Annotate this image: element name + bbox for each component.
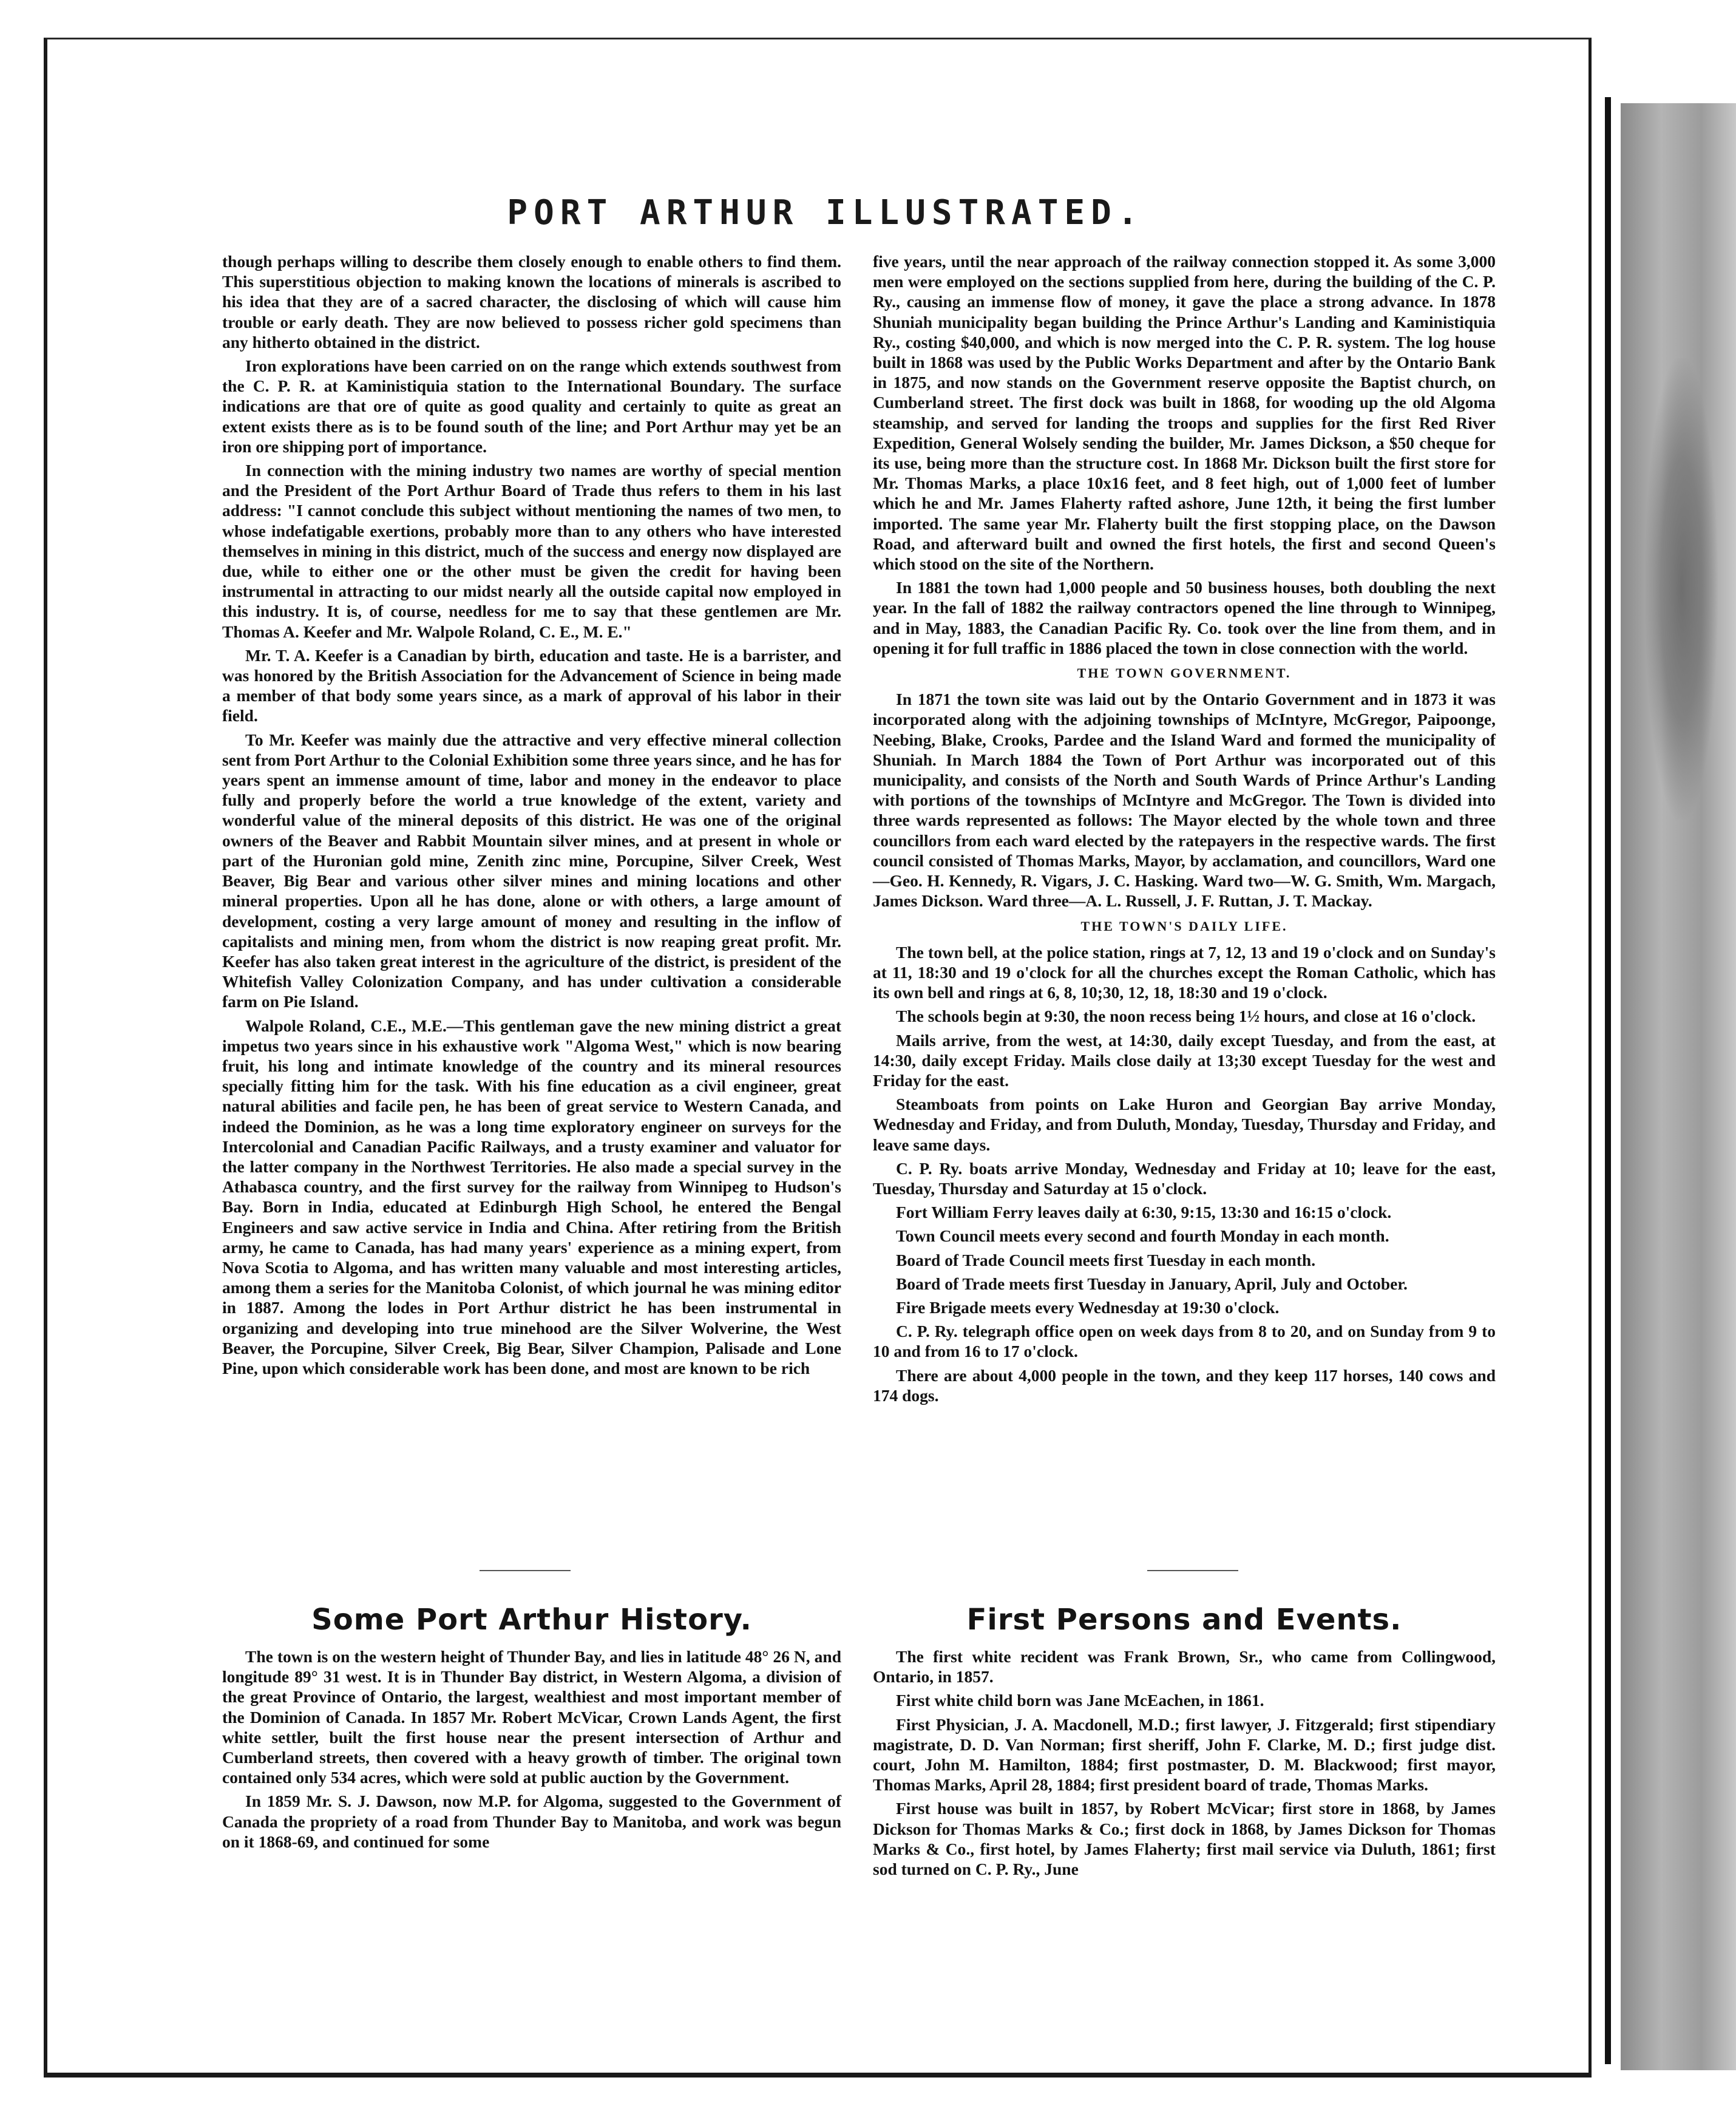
paragraph: In connection with the mining industry two names are worthy of special mention and the President of the Port Arthur Board of Trade thus refers to them in his last address: "I cannot conclude this subject without mentioning the names of two men, to whose indefatigable exertions, probably more than to any others who have interested themselves in mining in this district, much of the success and energy now displayed are due, while to either one or the other must be given the credit for having been instrumental in attracting to our midst nearly all the outside capital now employed in this industry. It is, of course, needless for me to say that these gentlemen are Mr. Thomas A. Keefer and Mr. Walpole Roland, C. E., M. E." — [222, 461, 841, 641]
paragraph: To Mr. Keefer was mainly due the attractive and very effective mineral collection sent from Port Arthur to the Colonial Exhibition some three years since, and he has for years spent an immense amount of time, labor and money in the endeavor to place fully and properly before the world a true knowledge of the extent, variety and wonderful value of the mineral deposits of this district. He was one of the original owners of the Beaver and Rabbit Mountain silver mines, and at present in whole or part of the Huronian gold mine, Zenith zinc mine, Porcupine, Silver Creek, West Beaver, Big Bear and various other silver mines and mining locations and other mineral properties. Upon all he has done, alone or with others, a large amount of development, costing a very large amount of money and resulting in the inflow of capitalists and mining men, from whom the district is now reaping great profit. Mr. Keefer has also taken great interest in the agriculture of the district, is president of the Whitefish Valley Colonization Company, and has under cultivation a considerable farm on Pie Island. — [222, 730, 841, 1011]
paragraph: Iron explorations have been carried on on the range which extends southwest from the C. P. R. at Kaministiquia station to the International Boundary. The surface indications are that ore of quite as good quality and certainly to quite as great an extent exists there as is to be found south of the line; and Port Arthur may yet be an iron ore shipping port of importance. — [222, 356, 841, 456]
paragraph: The town bell, at the police station, rings at 7, 12, 13 and 19 o'clock and on Sunday's at 11, 18:30 and 19 o'clock for all the churches except the Roman Catholic, which has its own bell and rings at 6, 8, 10;30, 12, 18, 18:30 and 19 o'clock. — [873, 942, 1496, 1002]
adjacent-page-edge — [1602, 0, 1736, 2103]
right-column — [873, 251, 1496, 1409]
paragraph: First house was built in 1857, by Robert McVicar; first store in 1868, by James Dickson for Thomas Marks & Co.; first dock in 1868, by James Dickson for Thomas Marks & Co., first hotel, by James Flaherty; first mail service via Duluth, 1861; first sod turned on C. P. Ry., June — [873, 1799, 1496, 1879]
paragraph: The schools begin at 9:30, the noon recess being 1½ hours, and close at 16 o'clock. — [896, 1007, 1476, 1026]
paragraph: First white child born was Jane McEachen, in 1861. — [896, 1691, 1264, 1710]
paragraph: Board of Trade Council meets first Tuesday in each month. — [896, 1250, 1316, 1269]
paragraph: In 1859 Mr. S. J. Dawson, now M.P. for Algoma, suggested to the Government of Canada the propriety of a road from Thunder Bay to Manitoba, and work was begun on it 1868-69, and continued for some — [222, 1792, 841, 1851]
paragraph: Walpole Roland, C.E., M.E.—This gentleman gave the new mining district a great impetus two years since in his exhaustive work "Algoma West," which is now bearing fruit, his long and intimate knowledge of the country and its mineral resources specially fitting him for the task. With his fine education as a civil engineer, great natural abilities and facile pen, he has been of great service to Western Canada, and indeed the Dominion, as he was a long time exploratory engineer on surveys for the Intercolonial and Canadian Pacific Railways, and a trusty examiner and valuator for the latter company in the Northwest Territories. He also made a special survey in the Athabasca country, and the first survey for the railway from Winnipeg to Hudson's Bay. Born in India, educated at Edinburgh High School, he entered the Bengal Engineers and saw active service in India and China. After retiring from the British army, he came to Canada, has had many years' experience as a mining expert, from Nova Scotia to Algoma, and has written many valuable and most interesting articles, among them a series for the Manitoba Colonist, of which journal he was mining editor in 1887. Among the lodes in Port Arthur district he has been instrumental in organizing and developing into true minehood are the Silver Wolverine, the West Beaver, the Porcupine, Silver Creek, Big Bear, Silver Champion, Palisade and Lone Pine, upon which considerable work has been done, and most are known to be rich — [222, 1016, 841, 1378]
paragraph: The town is on the western height of Thunder Bay, and lies in latitude 48° 26 N, and longitude 89° 31 west. It is in Thunder Bay district, in Western Algoma, a division of the great Province of Ontario, the largest, wealthiest and most important member of the Dominion of Canada. In 1857 Mr. Robert McVicar, Crown Lands Agent, the first white settler, built the first house near the present intersection of Arthur and Cumberland streets, then covered with a heavy growth of timber. The original town contained only 534 acres, which were sold at public auction by the Government. — [222, 1647, 841, 1787]
paragraph: Mails arrive, from the west, at 14:30, daily except Tuesday, and from the east, at 14:30, daily except Friday. Mails close daily at 13;30 except Tuesday for the west and Friday for the east. — [873, 1030, 1496, 1090]
history-column — [222, 1646, 841, 1855]
paragraph: C. P. Ry. boats arrive Monday, Wednesday and Friday at 10; leave for the east, Tuesday, Thursday and Saturday at 15 o'clock. — [873, 1158, 1496, 1198]
binding-edge — [1605, 97, 1611, 2064]
paragraph: Fort William Ferry leaves daily at 6:30, 9:15, 13:30 and 16:15 o'clock. — [896, 1203, 1392, 1222]
adjacent-plate-image — [1621, 103, 1736, 2070]
paragraph: five years, until the near approach of the railway connection stopped it. As some 3,000 men were employed on the sections supplied from here, during the building of the C. P. Ry., causing an immense flow of money, it gave the place a strong advance. In 1878 Shuniah municipality began building the Prince Arthur's Landing and Kaministiquia Ry., costing $40,000, and which is now merged into the C. P. R. system. The log house built in 1868 was used by the Public Works Department and after by the Ontario Bank in 1875, and now stands on the Government reserve opposite the Baptist church, on Cumberland street. The first dock was built in 1868, for wooding up the old Algoma steamship, and served for landing the troops and supplies for the first Red River Expedition, General Wolsely sending the builder, Mr. James Dickson, a $50 cheque for its use, being more than the structure cost. In 1868 Mr. Dickson built the first store for Mr. Thomas Marks, a place 10x16 feet, and 8 feet high, out of 1,000 feet of lumber which he and Mr. James Flaherty rafted ashore, June 12th, it being the first lumber imported. The same year Mr. Flaherty built the first stopping place, on the Dawson Road, and afterward built and owned the first hotels, the first and second Queen's which stood on the site of the Northern. — [873, 252, 1496, 574]
section-subheading: THE TOWN GOVERNMENT. — [1077, 665, 1292, 681]
section-divider — [1147, 1570, 1238, 1571]
section-divider — [480, 1570, 571, 1571]
paragraph: First Physician, J. A. Macdonell, M.D.; first lawyer, J. Fitzgerald; first stipendiary magistrate, D. D. Van Norman; first sheriff, John F. Clarke, M. D.; first judge dist. court, John M. Hamilton, 1884; first postmaster, D. M. Blackwood; first mayor, Thomas Marks, April 28, 1884; first president board of trade, Thomas Marks. — [873, 1714, 1496, 1795]
firsts-title: First Persons and Events. — [966, 1603, 1402, 1637]
paragraph: In 1871 the town site was laid out by the Ontario Government and in 1873 it was incorporated along with the adjoining townships of McIntyre, McGregor, Paipoonge, Neebing, Blake, Crooks, Pardee and the Island Ward and formed the municipality of Shuniah. In March 1884 the Town of Port Arthur was incorporated out of this municipality, and consists of the North and South Wards of Prince Arthur's Landing with portions of the townships of McIntyre and McGregor. The Town is divided into three wards represented as follows: The Mayor elected by the whole town and three councillors from each ward elected by the ratepayers in the respective wards. The first council consisted of Thomas Marks, Mayor, by acclamation, and councillors, Ward one—Geo. H. Kennedy, R. Vigars, J. C. Hasking. Ward two—W. G. Smith, Wm. Margach, James Dickson. Ward three—A. L. Russell, J. F. Ruttan, J. T. Mackay. — [873, 690, 1496, 911]
paragraph: Steamboats from points on Lake Huron and Georgian Bay arrive Monday, Wednesday and Friday, and from Duluth, Monday, Tuesday, Thursday and Friday, and leave same days. — [873, 1095, 1496, 1154]
section-subheading: THE TOWN'S DAILY LIFE. — [1080, 918, 1288, 934]
paragraph: The first white recident was Frank Brown, Sr., who came from Collingwood, Ontario, in 1857. — [873, 1647, 1496, 1687]
paragraph: In 1881 the town had 1,000 people and 50 business houses, both doubling the next year. In the fall of 1882 the railway contractors opened the line through to Winnipeg, and in May, 1883, the Canadian Pacific Ry. Co. took over the line from them, and in opening it for full traffic in 1886 placed the town in close connection with the world. — [873, 578, 1496, 657]
paragraph: Mr. T. A. Keefer is a Canadian by birth, education and taste. He is a barrister, and was honored by the British Association for the Advancement of Science in being made a member of that body some years since, as a mark of approval of his labor in their field. — [222, 645, 841, 725]
paragraph: Fire Brigade meets every Wednesday at 19:30 o'clock. — [896, 1297, 1280, 1317]
paragraph: though perhaps willing to describe them closely enough to enable others to find them. This superstitious objection to making known the locations of minerals is ascribed to his idea that they are of a sacred character, the disclosing of which will cause him trouble or early death. They are now believed to possess richer gold specimens than any hitherto obtained in the district. — [222, 252, 841, 352]
masthead: PORT ARTHUR ILLUSTRATED. — [507, 193, 1144, 233]
paragraph: Board of Trade meets first Tuesday in January, April, July and October. — [896, 1274, 1408, 1293]
paragraph: Town Council meets every second and fourth Monday in each month. — [896, 1226, 1389, 1246]
history-title: Some Port Arthur History. — [311, 1603, 752, 1637]
firsts-column — [873, 1646, 1496, 1883]
left-column — [222, 251, 841, 1382]
paragraph: There are about 4,000 people in the town, and they keep 117 horses, 140 cows and 174 dogs. — [873, 1365, 1496, 1405]
paragraph: C. P. Ry. telegraph office open on week days from 8 to 20, and on Sunday from 9 to 10 and from 16 to 17 o'clock. — [873, 1322, 1496, 1361]
